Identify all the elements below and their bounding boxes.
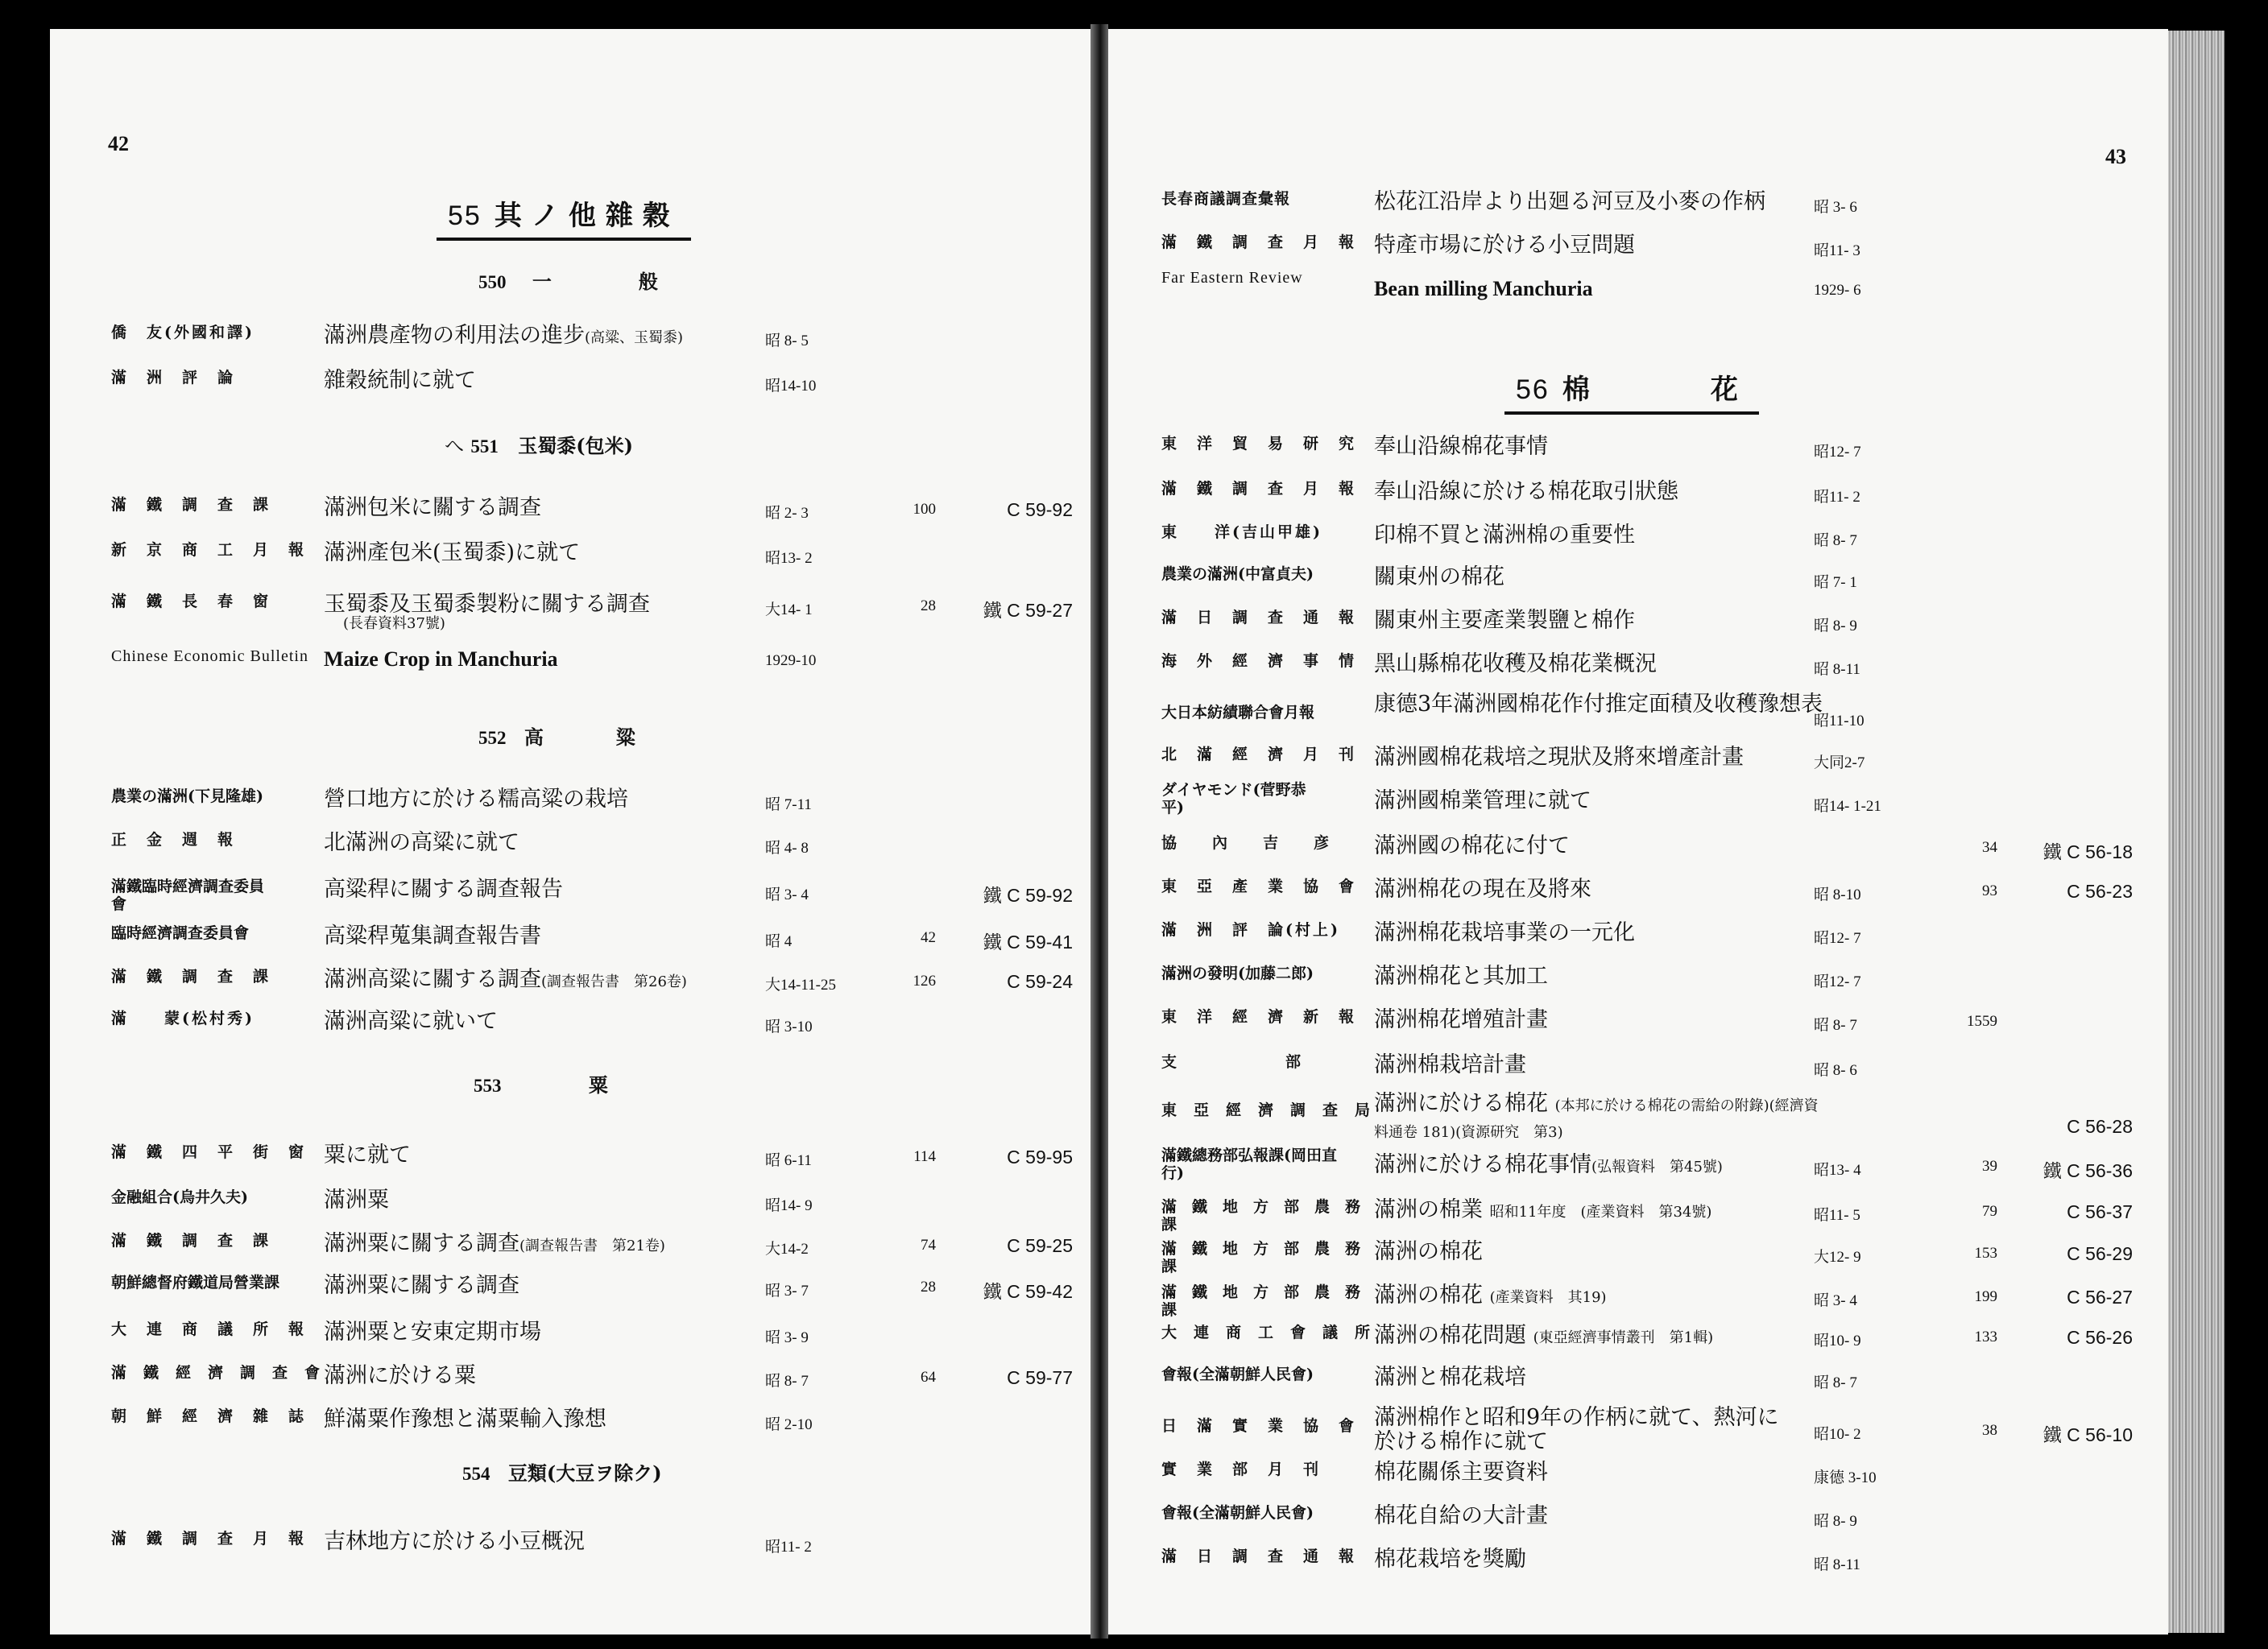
entry-source: 滿鐵總務部弘報課(岡田直行) [1161, 1147, 1337, 1182]
bibliography-entry [50, 924, 1091, 969]
entry-source: 滿 鐵 地 方 部 農 務 課 [1161, 1240, 1376, 1275]
entry-title-text: 滿洲粟に關する調查 [324, 1231, 519, 1256]
entry-title [1374, 1092, 1825, 1145]
page-number: 42 [108, 132, 129, 155]
entry-classification: C 56-29 [2067, 1243, 2133, 1264]
entry-title [1374, 1324, 1825, 1350]
entry-date: 昭14-10 [765, 378, 817, 395]
entry-source: 臨時經濟調查委員會 [111, 924, 250, 942]
entry-source: 滿 日 調 查 通 報 [1161, 1548, 1357, 1565]
entry-title: 滿洲國棉業管理に就て [1374, 788, 1591, 813]
entry-source: 實 業 部 月 刊 [1161, 1461, 1322, 1478]
entry-classification: C 56-28 [2067, 1116, 2133, 1137]
entry-source: 金融組合(烏井久夫) [111, 1188, 248, 1206]
entry-classification: C 59-24 [1007, 971, 1073, 992]
entry-title: 關東州主要產業製鹽と棉作 [1374, 608, 1635, 633]
entry-source: 滿 鐵 地 方 部 農 務 課 [1161, 1198, 1376, 1234]
entry-date: 昭 8- 7 [1814, 532, 1857, 549]
entry-source: 會報(全滿朝鮮人民會) [1161, 1504, 1314, 1522]
entry-source: 滿 鐵 調 查 月 報 [111, 1530, 307, 1548]
chapter-title: 其ノ他雜穀 [494, 200, 680, 232]
entry-note: (產業資料 其19) [1489, 1289, 1607, 1306]
section-title: 玉蜀黍(包米) [518, 434, 633, 457]
entry-title: 棉花自給の大計畫 [1374, 1503, 1548, 1528]
entry-date: 1929- 6 [1814, 282, 1861, 299]
chapter-title: 棉 花 [1562, 374, 1748, 406]
entry-title-text: 滿洲に於ける棉花事情 [1374, 1152, 1591, 1177]
bibliography-entry [1108, 1548, 2168, 1593]
entry-source: 日 滿 實 業 協 會 [1161, 1417, 1357, 1435]
bibliography-entry [50, 831, 1091, 876]
entry-date: 昭 8- 9 [1814, 618, 1857, 634]
entry-pages: 64 [921, 1369, 936, 1386]
section-title: 高 粱 [524, 725, 647, 749]
chapter-number: 55 [448, 200, 482, 231]
entry-source: 東 洋 貿 易 研 究 [1161, 435, 1357, 453]
bibliography-entry [1108, 781, 2168, 826]
entry-date: 大14-2 [765, 1241, 809, 1258]
bibliography-entry [50, 1188, 1091, 1234]
entry-title: 奉山沿線棉花事情 [1374, 434, 1548, 459]
entry-source: 滿 鐵 調 查 月 報 [1161, 480, 1357, 498]
entry-note: (高粱、玉蜀黍) [585, 329, 684, 346]
entry-date: 昭11- 2 [765, 1539, 812, 1556]
entry-date: 昭 2- 3 [765, 505, 809, 522]
entry-date: 昭 8- 6 [1814, 1062, 1857, 1079]
bibliography-entry [50, 1143, 1091, 1188]
bibliography-entry [50, 1274, 1091, 1319]
entry-classification: C 59-92 [1007, 499, 1073, 520]
entry-title-text: 滿洲に於ける棉花 [1374, 1091, 1548, 1116]
entry-note: (調查報告書 第26卷) [541, 973, 687, 990]
page-edges [2168, 31, 2225, 1633]
entry-source: 滿洲の發明(加藤二郎) [1161, 965, 1314, 982]
entry-title: 滿洲包米に關する調查 [324, 495, 541, 520]
entry-pages: 100 [913, 501, 936, 518]
entry-title: 特產市場に於ける小豆問題 [1374, 233, 1635, 258]
entry-source: Chinese Economic Bulletin [111, 647, 308, 665]
entry-title: 滿洲粟 [324, 1188, 389, 1213]
entry-date: 昭12- 7 [1814, 973, 1861, 990]
entry-source: 海 外 經 濟 事 情 [1161, 652, 1357, 670]
entry-title: 粟に就て [324, 1143, 411, 1168]
entry-classification: C 56-27 [2067, 1287, 2133, 1308]
entry-source: 東 洋(吉山甲雄) [1161, 523, 1322, 541]
bibliography-entry [1108, 523, 2168, 568]
entry-date: 昭11- 5 [1814, 1207, 1860, 1224]
entry-title: 滿洲產包米(玉蜀黍)に就て [324, 540, 581, 565]
entry-title [1374, 1153, 1825, 1180]
entry-classification: C 56-26 [2067, 1327, 2133, 1348]
bibliography-entry [1108, 1283, 2168, 1329]
left-entries [50, 29, 1091, 1635]
entry-date: 昭 6-11 [765, 1152, 812, 1169]
entry-date: 昭14- 9 [765, 1197, 813, 1214]
entry-title: 康德3年滿洲國棉花作付推定面積及收穫豫想表 [1374, 692, 1823, 717]
bibliography-entry [1108, 921, 2168, 966]
entry-source: Far Eastern Review [1161, 269, 1303, 287]
entry-classification: 鐵 C 56-36 [2042, 1160, 2133, 1181]
entry-source: 協 內 吉 彦 [1161, 834, 1331, 852]
entry-title [324, 324, 791, 350]
left-page [50, 29, 1091, 1635]
entry-title: 關東州の棉花 [1374, 564, 1504, 589]
entry-source: 滿 鐵 經 濟 調 查 會 [111, 1364, 321, 1382]
entry-date: 昭12- 7 [1814, 444, 1861, 461]
entry-source: 長春商議調查彙報 [1161, 190, 1291, 208]
entry-source: 滿 鐵 調 查 課 [111, 968, 271, 986]
entry-date: 大12- 9 [1814, 1249, 1861, 1266]
entry-date: 昭 3-10 [765, 1019, 813, 1035]
entry-title: 滿洲粟と安東定期市場 [324, 1320, 541, 1345]
entry-classification: 鐵 C 56-10 [2042, 1424, 2133, 1445]
section-title: 粟 [588, 1073, 608, 1097]
entry-title [324, 1232, 775, 1258]
entry-source: 朝鮮總督府鐵道局營業課 [111, 1274, 280, 1292]
entry-title: Bean milling Manchuria [1374, 277, 1593, 300]
entry-title [324, 593, 791, 631]
entry-source: 滿 鐵 調 查 月 報 [1161, 234, 1357, 251]
bibliography-entry [50, 647, 1091, 692]
section-number: 553 [474, 1076, 502, 1096]
entry-pages: 38 [1982, 1422, 1997, 1439]
entry-note: (調查報告書 第21卷) [519, 1238, 665, 1254]
entry-source: 滿 鐵 調 查 課 [111, 496, 271, 514]
entry-date: 昭 8-11 [1814, 661, 1860, 678]
section-title: 豆類(大豆ヲ除ク) [507, 1461, 662, 1485]
entry-date: 昭 8-10 [1814, 886, 1861, 903]
entry-date: 大14- 1 [765, 601, 813, 618]
entry-pages: 28 [921, 1279, 936, 1296]
entry-note: 昭和11年度 (產業資料 第34號) [1489, 1204, 1712, 1221]
entry-title: 滿洲棉栽培計畫 [1374, 1052, 1526, 1077]
entry-pages: 1559 [1967, 1013, 1997, 1030]
entry-source: 滿 蒙(松村秀) [111, 1010, 255, 1027]
entry-title-text: 滿洲の棉花 [1374, 1283, 1483, 1308]
entry-title [1374, 1283, 1825, 1310]
entry-title: 奉山沿線に於ける棉花取引狀態 [1374, 479, 1678, 504]
bibliography-entry [1108, 878, 2168, 923]
entry-title-text: 滿洲の棉業 [1374, 1197, 1483, 1222]
bibliography-entry [50, 541, 1091, 586]
entry-date: 昭 4 [765, 933, 793, 950]
entry-classification: 鐵 C 56-18 [2042, 841, 2133, 862]
entry-source: 東 洋 經 濟 新 報 [1161, 1008, 1357, 1026]
bibliography-entry [50, 1407, 1091, 1453]
entry-title: 滿洲棉花增殖計畫 [1374, 1007, 1548, 1032]
bibliography-entry [1108, 1504, 2168, 1549]
entry-date: 昭11- 3 [1814, 242, 1860, 259]
entry-classification: C 56-23 [2067, 881, 2133, 902]
entry-pages: 93 [1982, 882, 1997, 899]
entry-pages: 28 [921, 597, 936, 614]
entry-pages: 39 [1982, 1158, 1997, 1175]
bibliography-entry [1108, 1366, 2168, 1411]
entry-source: 滿 洲 評 論(村上) [1161, 921, 1340, 939]
bibliography-entry [50, 324, 1091, 369]
entry-pages: 114 [913, 1148, 936, 1165]
bibliography-entry [1108, 480, 2168, 525]
entry-title: 棉花關係主要資料 [1374, 1460, 1548, 1485]
entry-source: 北 滿 經 濟 月 刊 [1161, 746, 1357, 763]
entry-date: 昭 7-11 [765, 796, 812, 813]
entry-source: ダイヤモンド(菅野恭平) [1161, 781, 1306, 816]
entry-title-text: 滿洲農產物の利用法の進步 [324, 323, 585, 348]
entry-source: 滿 鐵 調 查 課 [111, 1232, 271, 1250]
entry-date: 昭 8-11 [1814, 1556, 1860, 1573]
entry-title: 雜穀統制に就て [324, 368, 476, 393]
entry-title-text: 玉蜀黍及玉蜀黍製粉に關する調查 [324, 592, 650, 617]
bibliography-entry [1108, 1461, 2168, 1506]
entry-source: 滿 鐵 長 春 窗 [111, 593, 271, 610]
entry-title: 滿洲國の棉花に付て [1374, 833, 1570, 858]
entry-date: 昭 4- 8 [765, 840, 809, 857]
entry-date: 昭11- 2 [1814, 489, 1860, 506]
bibliography-entry [50, 1232, 1091, 1277]
entry-date: 昭10- 9 [1814, 1333, 1861, 1349]
bibliography-entry [50, 496, 1091, 541]
bibliography-entry [50, 968, 1091, 1013]
section-prefix: へ [445, 435, 464, 457]
entry-classification: 鐵 C 59-92 [983, 885, 1073, 906]
entry-classification: 鐵 C 59-42 [983, 1281, 1073, 1302]
bibliography-entry [1108, 652, 2168, 697]
section-number: 551 [470, 436, 499, 457]
entry-title: 滿洲棉花と其加工 [1374, 964, 1548, 989]
entry-source: 農業の滿洲(中富貞夫) [1161, 565, 1314, 583]
entry-pages: 42 [921, 929, 936, 946]
bibliography-entry [1108, 1147, 2168, 1192]
entry-source: 僑 友(外國和譯) [111, 324, 255, 341]
bibliography-entry [1108, 834, 2168, 879]
entry-pages: 126 [913, 973, 936, 990]
entry-title: 滿洲棉作と昭和9年の作柄に就て、熱河に於ける棉作に就て [1374, 1405, 1779, 1454]
entry-date: 昭 3- 7 [765, 1283, 809, 1300]
entry-title: 滿洲の棉花 [1374, 1239, 1483, 1264]
entry-source: 大 連 商 工 會 議 所 [1161, 1324, 1372, 1341]
entry-title: 棉花栽培を獎勵 [1374, 1547, 1526, 1572]
entry-date: 昭11-10 [1814, 713, 1864, 729]
entry-source: 大 連 商 議 所 報 [111, 1320, 307, 1338]
entry-date: 康德 3-10 [1814, 1469, 1877, 1486]
entry-date: 昭13- 4 [1814, 1162, 1861, 1179]
bibliography-entry [1108, 1240, 2168, 1285]
bibliography-entry [50, 593, 1091, 638]
entry-classification: C 59-25 [1007, 1235, 1073, 1256]
entry-classification: C 56-37 [2067, 1201, 2133, 1222]
entry-pages: 34 [1982, 839, 1997, 856]
entry-date: 昭 8- 5 [765, 333, 809, 349]
book-gutter [1091, 24, 1108, 1639]
right-entries [1108, 29, 2168, 1635]
entry-date: 昭 8- 7 [1814, 1017, 1857, 1034]
entry-title: 營口地方に於ける糯高粱の栽培 [324, 787, 628, 812]
chapter-number: 56 [1516, 374, 1550, 405]
entry-classification: 鐵 C 59-27 [983, 600, 1073, 621]
entry-title [1374, 1198, 1825, 1225]
entry-title: 滿洲國棉花栽培之現狀及將來增產計畫 [1374, 745, 1744, 770]
entry-source: 滿 洲 評 論 [111, 369, 236, 386]
bibliography-entry [1108, 435, 2168, 480]
entry-title: 滿洲棉花の現在及將來 [1374, 877, 1591, 902]
entry-date: 昭 3- 6 [1814, 199, 1857, 216]
entry-classification: C 59-77 [1007, 1367, 1073, 1388]
entry-source: 支 部 [1161, 1053, 1304, 1071]
section-number: 554 [462, 1464, 490, 1484]
entry-date: 1929-10 [765, 652, 817, 669]
bibliography-entry [1108, 1198, 2168, 1243]
entry-source: 東 亞 經 濟 調 查 局 [1161, 1101, 1372, 1119]
bibliography-entry [1108, 1091, 2168, 1141]
entry-title: 黑山縣棉花收穫及棉花業概況 [1374, 651, 1657, 676]
entry-date: 昭 8- 7 [765, 1373, 809, 1390]
entry-source: 大日本紡績聯合會月報 [1161, 704, 1315, 721]
section-number: 552 [478, 728, 507, 748]
page-number: 43 [2105, 145, 2126, 168]
entry-note: (東亞經濟事情叢刊 第1輯) [1533, 1329, 1714, 1346]
entry-title: 吉林地方に於ける小豆概況 [324, 1529, 585, 1554]
bibliography-entry [1108, 692, 2168, 738]
entry-title: 高粱稈に關する調查報告 [324, 877, 563, 902]
entry-date: 大14-11-25 [765, 977, 836, 994]
entry-pages: 79 [1982, 1203, 1997, 1220]
entry-source: 滿鐵臨時經濟調查委員會 [111, 878, 265, 913]
bibliography-entry [50, 1320, 1091, 1366]
bibliography-entry [50, 878, 1091, 923]
entry-source: 東 亞 產 業 協 會 [1161, 878, 1357, 895]
section-title: 一 般 [532, 270, 674, 293]
bibliography-entry [50, 1530, 1091, 1575]
right-page [1108, 29, 2168, 1635]
entry-date: 昭 7- 1 [1814, 574, 1857, 591]
entry-source: 滿 日 調 查 通 報 [1161, 609, 1357, 626]
bibliography-entry [1108, 565, 2168, 610]
entry-classification: 鐵 C 59-41 [983, 932, 1073, 953]
entry-note: (弘報資料 第45號) [1591, 1159, 1723, 1176]
entry-title: 滿洲高粱に就いて [324, 1009, 498, 1034]
entry-date: 昭 3- 4 [1814, 1292, 1857, 1309]
entry-note: (長春資料37號) [343, 615, 445, 632]
entry-date: 昭 8- 9 [1814, 1513, 1857, 1530]
entry-source: 正 金 週 報 [111, 831, 236, 849]
bibliography-entry [50, 1010, 1091, 1055]
bibliography-entry [1108, 609, 2168, 654]
entry-pages: 153 [1974, 1245, 1997, 1262]
entry-pages: 199 [1974, 1288, 1997, 1305]
entry-source: 會報(全滿朝鮮人民會) [1161, 1366, 1314, 1383]
entry-date: 大同2-7 [1814, 754, 1865, 771]
bibliography-entry [1108, 1008, 2168, 1053]
entry-date: 昭10- 2 [1814, 1426, 1861, 1443]
bibliography-entry [1108, 965, 2168, 1010]
entry-source: 滿 鐵 四 平 街 窗 [111, 1143, 307, 1161]
entry-title: 鮮滿粟作豫想と滿粟輸入豫想 [324, 1407, 606, 1432]
bibliography-entry [1108, 1324, 2168, 1369]
entry-date: 昭13- 2 [765, 550, 813, 567]
entry-date: 昭 8- 7 [1814, 1374, 1857, 1391]
entry-title: 印棉不買と滿洲棉の重要性 [1374, 523, 1635, 548]
bibliography-entry [1108, 1405, 2168, 1454]
bibliography-entry [50, 369, 1091, 414]
entry-date: 昭12- 7 [1814, 930, 1861, 947]
entry-pages: 74 [921, 1237, 936, 1254]
entry-pages: 133 [1974, 1329, 1997, 1345]
entry-date: 昭 3- 4 [765, 886, 809, 903]
entry-title: 北滿洲の高粱に就て [324, 830, 519, 855]
entry-date: 昭 3- 9 [765, 1329, 809, 1346]
entry-title: 高粱稈蒐集調查報告書 [324, 924, 541, 948]
entry-title-text: 滿洲高粱に關する調查 [324, 967, 541, 992]
entry-title: 松花江沿岸より出廻る河豆及小麥の作柄 [1374, 189, 1765, 214]
entry-title: 滿洲に於ける粟 [324, 1363, 476, 1388]
entry-date: 昭 2-10 [765, 1416, 813, 1433]
entry-date: 昭14- 1-21 [1814, 798, 1881, 815]
entry-source: 朝 鮮 經 濟 雜 誌 [111, 1407, 307, 1425]
entry-source: 農業の滿洲(下見隆雄) [111, 787, 263, 805]
entry-source: 新 京 商 工 月 報 [111, 541, 307, 559]
entry-source: 滿 鐵 地 方 部 農 務 課 [1161, 1283, 1376, 1319]
entry-title: Maize Crop in Manchuria [324, 647, 558, 671]
entry-title-text: 滿洲の棉花問題 [1374, 1323, 1526, 1348]
bibliography-entry [50, 787, 1091, 833]
entry-note: (本邦に於ける棉花の需給の附錄)(經濟資料通卷 181)(資源研究 第3) [1374, 1097, 1819, 1141]
section-number: 550 [478, 272, 507, 292]
entry-classification: C 59-95 [1007, 1147, 1073, 1168]
entry-title: 滿洲粟に關する調查 [324, 1273, 519, 1298]
bibliography-entry [50, 1364, 1091, 1409]
entry-title: 滿洲棉花栽培事業の一元化 [1374, 920, 1635, 945]
entry-title [324, 968, 775, 994]
entry-title: 滿洲と棉花栽培 [1374, 1365, 1526, 1390]
